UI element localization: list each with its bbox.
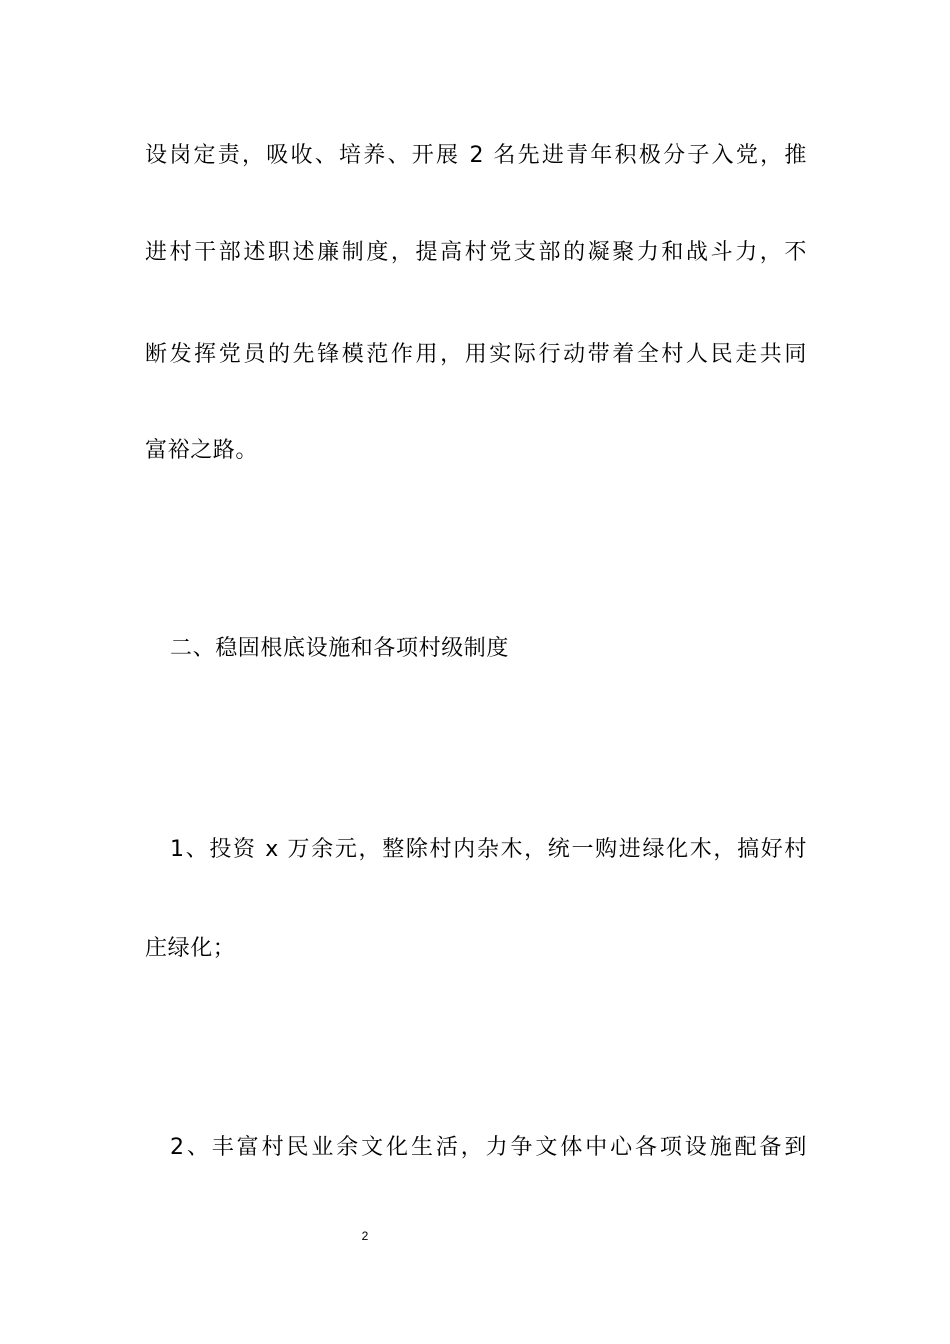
section-heading: 二、稳固根底设施和各项村级制度	[170, 636, 510, 661]
page-number: 2	[361, 1229, 369, 1243]
item-2-line-1: 2、丰富村民业余文化生活，力争文体中心各项设施配备到	[170, 1135, 807, 1160]
item-1-line-1: 1、投资 x 万余元，整除村内杂木，统一购进绿化木，搞好村	[170, 837, 807, 862]
paragraph-line-2: 进村干部述职述廉制度，提高村党支部的凝聚力和战斗力，不	[145, 240, 807, 265]
paragraph-line-4: 富裕之路。	[145, 438, 259, 463]
paragraph-line-1: 设岗定责，吸收、培养、开展 2 名先进青年积极分子入党，推	[145, 143, 807, 168]
paragraph-line-3: 断发挥党员的先锋模范作用，用实际行动带着全村人民走共同	[145, 342, 807, 367]
item-1-line-2: 庄绿化；	[145, 936, 236, 961]
